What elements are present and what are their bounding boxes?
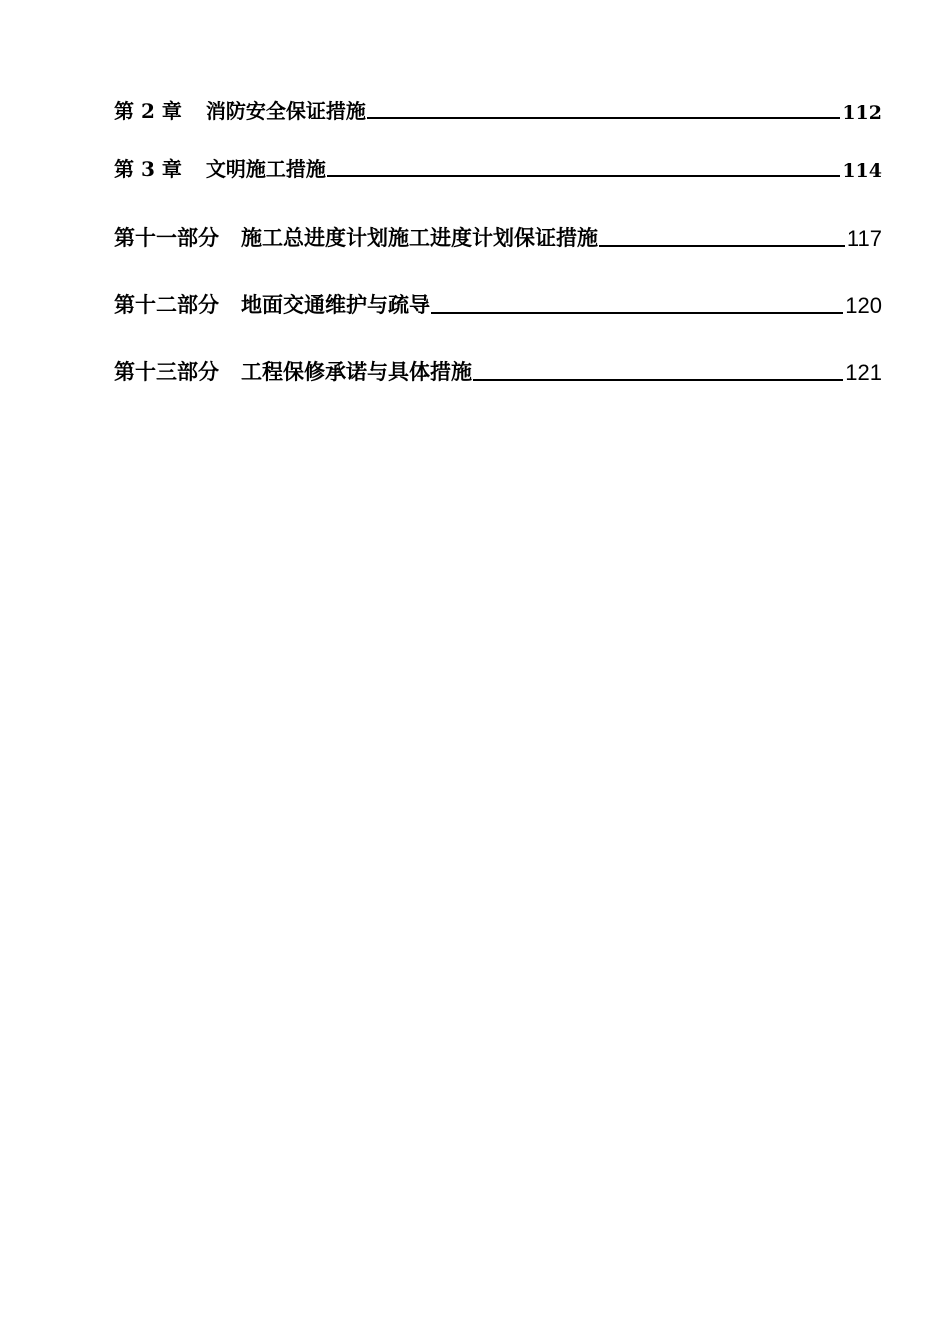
toc-entry-title: 工程保修承诺与具体措施 [241, 360, 472, 384]
toc-leader-line [327, 174, 840, 177]
toc-entry-label: 第十二部分 [114, 293, 219, 317]
toc-entry-label [114, 153, 182, 182]
label-suffix: 章 [154, 157, 182, 181]
toc-entry-chapter-2[interactable] [114, 96, 882, 124]
toc-leader-line [599, 244, 845, 247]
label-prefix: 第 [114, 157, 141, 181]
toc-entry-part-13[interactable] [114, 356, 882, 386]
toc-entry-page: 117 [846, 226, 882, 251]
toc-entry-page: 112 [842, 102, 882, 124]
toc-entry-page: 120 [845, 293, 882, 318]
toc-entry-title: 地面交通维护与疏导 [241, 293, 430, 317]
toc-entry-part-12[interactable] [114, 289, 882, 319]
toc-entry-label [114, 95, 182, 124]
label-prefix: 第 [114, 99, 141, 123]
toc-entry-label: 第十一部分 [114, 226, 219, 250]
toc-entry-title: 消防安全保证措施 [205, 99, 366, 123]
toc-entry-page: 114 [842, 160, 882, 182]
label-suffix: 章 [154, 99, 182, 123]
toc-entry-part-11[interactable] [114, 222, 882, 252]
toc-entry-label: 第十三部分 [114, 360, 219, 384]
toc-entry-title: 文明施工措施 [205, 157, 326, 181]
toc-leader-line [367, 116, 840, 119]
toc-entry-title: 施工总进度计划施工进度计划保证措施 [241, 226, 598, 250]
toc-entry-chapter-3[interactable] [114, 154, 882, 182]
toc-entry-page: 121 [845, 360, 882, 385]
label-number: 2 [140, 99, 155, 123]
toc-leader-line [473, 378, 843, 381]
label-number: 3 [140, 157, 155, 181]
toc-leader-line [431, 311, 843, 314]
